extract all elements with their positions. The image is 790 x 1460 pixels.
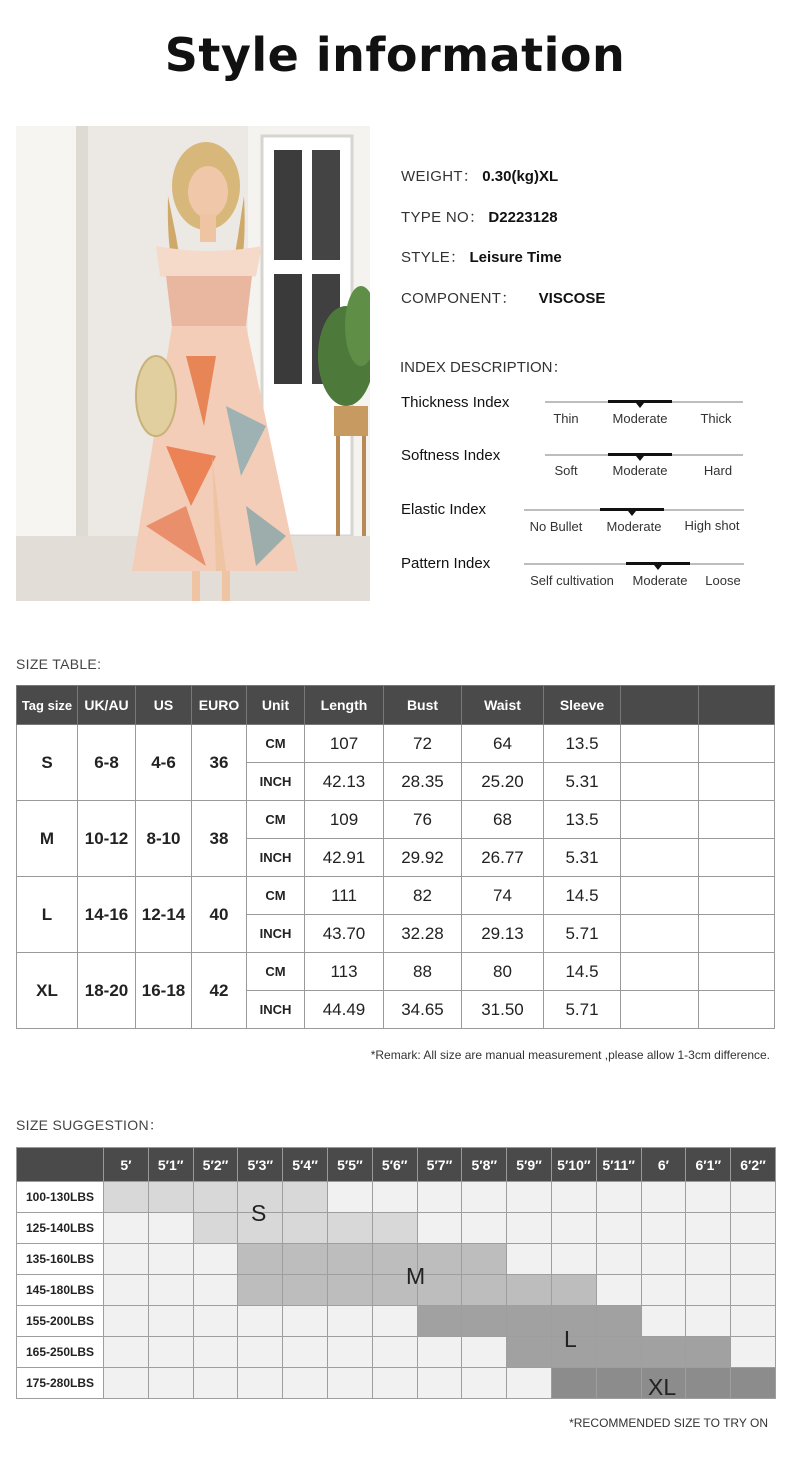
suggestion-cell <box>193 1368 238 1399</box>
suggestion-cell <box>283 1182 328 1213</box>
pattern-option: Self cultivation <box>530 573 614 588</box>
elastic-option: Moderate <box>606 519 662 534</box>
spec-style <box>401 246 562 267</box>
suggestion-cell <box>686 1337 731 1368</box>
suggestion-cell <box>686 1306 731 1337</box>
suggestion-cell <box>551 1244 596 1275</box>
suggestion-cell <box>283 1368 328 1399</box>
empty-cell <box>699 763 775 801</box>
suggestion-cell <box>193 1213 238 1244</box>
us-cell: 4-6 <box>136 725 192 801</box>
empty-cell <box>621 991 699 1029</box>
suggestion-cell <box>686 1244 731 1275</box>
header-us: US <box>136 686 192 725</box>
suggestion-cell <box>462 1275 507 1306</box>
tag-size-cell: M <box>17 801 78 877</box>
suggestion-cell <box>596 1306 641 1337</box>
zone-label-m: M <box>406 1263 426 1289</box>
waist-cell: 64 <box>462 725 544 763</box>
suggestion-cell <box>148 1306 193 1337</box>
bust-cell: 76 <box>384 801 462 839</box>
header-uk-au: UK/AU <box>78 686 136 725</box>
softness-option: Soft <box>554 463 578 478</box>
tag-size-cell: S <box>17 725 78 801</box>
suggestion-cell <box>104 1275 149 1306</box>
suggestion-cell <box>148 1244 193 1275</box>
softness-index-title: Softness Index <box>401 447 501 464</box>
size-table-header <box>17 686 775 725</box>
suggestion-cell <box>462 1213 507 1244</box>
waist-cell: 25.20 <box>462 763 544 801</box>
height-header: 5′4″ <box>283 1148 328 1182</box>
spec-type-no <box>401 206 558 227</box>
height-header: 5′10″ <box>551 1148 596 1182</box>
suggestion-cell <box>417 1182 462 1213</box>
unit-cell: INCH <box>247 839 305 877</box>
bust-cell: 88 <box>384 953 462 991</box>
spec-value: 0.30(kg)XL <box>482 168 559 185</box>
suggestion-cell <box>507 1213 552 1244</box>
suggestion-cell <box>596 1244 641 1275</box>
elastic-pointer-icon <box>628 511 636 516</box>
bust-cell: 72 <box>384 725 462 763</box>
recommended-size-footnote: *RECOMMENDED SIZE TO TRY ON <box>569 1416 768 1430</box>
unit-cell: INCH <box>247 915 305 953</box>
index-description-heading: INDEX DESCRIPTION： <box>400 359 568 376</box>
empty-cell <box>621 953 699 991</box>
sleeve-cell: 5.31 <box>544 839 621 877</box>
corner-cell <box>17 1148 104 1182</box>
suggestion-cell <box>731 1368 776 1399</box>
measurement-remark: *Remark: All size are manual measurement ,please allow 1-3cm difference. <box>370 1048 770 1062</box>
suggestion-cell <box>148 1368 193 1399</box>
height-header: 5′7″ <box>417 1148 462 1182</box>
length-cell: 107 <box>305 725 384 763</box>
unit-cell: CM <box>247 953 305 991</box>
height-header: 6′ <box>641 1148 686 1182</box>
suggestion-cell <box>193 1337 238 1368</box>
elastic-option: No Bullet <box>529 519 583 534</box>
suggestion-cell <box>104 1244 149 1275</box>
pattern-option: Moderate <box>632 573 688 588</box>
empty-cell <box>621 877 699 915</box>
table-row <box>17 953 775 991</box>
softness-option: Hard <box>703 463 733 478</box>
uk-au-cell: 6-8 <box>78 725 136 801</box>
suggestion-cell <box>731 1337 776 1368</box>
unit-cell: INCH <box>247 991 305 1029</box>
suggestion-cell <box>283 1244 328 1275</box>
suggestion-cell <box>507 1182 552 1213</box>
spec-component <box>401 287 605 308</box>
empty-cell <box>621 763 699 801</box>
suggestion-cell <box>148 1182 193 1213</box>
suggestion-cell <box>551 1182 596 1213</box>
zone-label-xl: XL <box>648 1374 677 1400</box>
suggestion-cell <box>507 1306 552 1337</box>
pattern-option: Loose <box>705 573 741 588</box>
suggestion-cell <box>104 1213 149 1244</box>
empty-cell <box>699 839 775 877</box>
suggestion-cell <box>238 1368 283 1399</box>
waist-cell: 68 <box>462 801 544 839</box>
header-waist: Waist <box>462 686 544 725</box>
header-length: Length <box>305 686 384 725</box>
height-header: 6′1″ <box>686 1148 731 1182</box>
bust-cell: 32.28 <box>384 915 462 953</box>
bust-cell: 29.92 <box>384 839 462 877</box>
empty-cell <box>699 725 775 763</box>
suggestion-cell <box>193 1306 238 1337</box>
table-row <box>17 725 775 763</box>
height-header: 5′8″ <box>462 1148 507 1182</box>
unit-cell: CM <box>247 877 305 915</box>
height-header: 5′11″ <box>596 1148 641 1182</box>
suggestion-cell <box>731 1213 776 1244</box>
suggestion-cell <box>327 1244 372 1275</box>
thickness-index-title: Thickness Index <box>401 394 510 411</box>
table-row <box>17 801 775 839</box>
zone-label-s: S <box>251 1200 267 1226</box>
waist-cell: 31.50 <box>462 991 544 1029</box>
euro-cell: 42 <box>192 953 247 1029</box>
height-header: 5′9″ <box>507 1148 552 1182</box>
suggestion-cell <box>731 1244 776 1275</box>
weight-label: 125-140LBS <box>17 1213 104 1244</box>
suggestion-cell <box>641 1275 686 1306</box>
suggestion-cell <box>731 1182 776 1213</box>
suggestion-cell <box>327 1182 372 1213</box>
suggestion-cell <box>148 1213 193 1244</box>
height-header-row <box>17 1148 776 1182</box>
weight-row <box>17 1182 776 1213</box>
length-cell: 113 <box>305 953 384 991</box>
weight-row <box>17 1306 776 1337</box>
suggestion-cell <box>417 1337 462 1368</box>
suggestion-cell <box>462 1337 507 1368</box>
suggestion-cell <box>238 1275 283 1306</box>
height-header: 5′2″ <box>193 1148 238 1182</box>
sleeve-cell: 13.5 <box>544 801 621 839</box>
thickness-option: Moderate <box>612 411 668 426</box>
suggestion-cell <box>596 1368 641 1399</box>
suggestion-cell <box>641 1244 686 1275</box>
suggestion-cell <box>462 1368 507 1399</box>
tag-size-cell: L <box>17 877 78 953</box>
length-cell: 42.13 <box>305 763 384 801</box>
suggestion-cell <box>104 1368 149 1399</box>
spec-label: WEIGHT： <box>401 168 479 185</box>
empty-cell <box>699 915 775 953</box>
suggestion-cell <box>283 1275 328 1306</box>
sleeve-cell: 13.5 <box>544 725 621 763</box>
elastic-index-title: Elastic Index <box>401 501 487 518</box>
length-cell: 109 <box>305 801 384 839</box>
thickness-pointer-icon <box>636 403 644 408</box>
weight-row <box>17 1275 776 1306</box>
empty-cell <box>699 953 775 991</box>
us-cell: 8-10 <box>136 801 192 877</box>
suggestion-cell <box>641 1213 686 1244</box>
table-row <box>17 877 775 915</box>
sleeve-cell: 5.71 <box>544 991 621 1029</box>
suggestion-cell <box>148 1275 193 1306</box>
suggestion-cell <box>686 1368 731 1399</box>
suggestion-cell <box>641 1337 686 1368</box>
height-header: 5′ <box>104 1148 149 1182</box>
suggestion-cell <box>507 1275 552 1306</box>
empty-cell <box>621 801 699 839</box>
spec-label: TYPE NO： <box>401 209 485 226</box>
empty-cell <box>621 839 699 877</box>
sleeve-cell: 5.31 <box>544 763 621 801</box>
weight-label: 145-180LBS <box>17 1275 104 1306</box>
suggestion-cell <box>193 1182 238 1213</box>
suggestion-cell <box>596 1182 641 1213</box>
suggestion-cell <box>372 1182 417 1213</box>
header-empty <box>621 686 699 725</box>
suggestion-cell <box>372 1368 417 1399</box>
unit-cell: INCH <box>247 763 305 801</box>
suggestion-cell <box>283 1306 328 1337</box>
suggestion-cell <box>417 1368 462 1399</box>
suggestion-cell <box>731 1306 776 1337</box>
empty-cell <box>699 877 775 915</box>
suggestion-cell <box>238 1306 283 1337</box>
suggestion-cell <box>596 1337 641 1368</box>
unit-cell: CM <box>247 725 305 763</box>
suggestion-cell <box>686 1275 731 1306</box>
suggestion-cell <box>686 1213 731 1244</box>
unit-cell: CM <box>247 801 305 839</box>
size-suggestion-table <box>16 1147 776 1399</box>
waist-cell: 29.13 <box>462 915 544 953</box>
suggestion-cell <box>372 1337 417 1368</box>
suggestion-cell <box>551 1275 596 1306</box>
sleeve-cell: 14.5 <box>544 877 621 915</box>
weight-row <box>17 1213 776 1244</box>
header-bust: Bust <box>384 686 462 725</box>
length-cell: 43.70 <box>305 915 384 953</box>
spec-weight <box>401 165 558 186</box>
suggestion-cell <box>327 1306 372 1337</box>
euro-cell: 36 <box>192 725 247 801</box>
pattern-index-title: Pattern Index <box>401 555 491 572</box>
spec-label: COMPONENT： <box>401 290 517 307</box>
header-euro: EURO <box>192 686 247 725</box>
suggestion-cell <box>238 1337 283 1368</box>
weight-label: 135-160LBS <box>17 1244 104 1275</box>
sleeve-cell: 5.71 <box>544 915 621 953</box>
suggestion-cell <box>596 1275 641 1306</box>
suggestion-cell <box>193 1244 238 1275</box>
length-cell: 42.91 <box>305 839 384 877</box>
suggestion-cell <box>462 1244 507 1275</box>
suggestion-cell <box>372 1213 417 1244</box>
spec-value: D2223128 <box>488 209 558 226</box>
suggestion-cell <box>507 1368 552 1399</box>
product-photo <box>16 126 370 601</box>
header-unit: Unit <box>247 686 305 725</box>
spec-value: Leisure Time <box>469 249 562 266</box>
pattern-pointer-icon <box>654 565 662 570</box>
suggestion-cell <box>148 1337 193 1368</box>
empty-cell <box>699 991 775 1029</box>
header-tag-size: Tag size <box>17 686 78 725</box>
euro-cell: 40 <box>192 877 247 953</box>
suggestion-cell <box>283 1213 328 1244</box>
spec-value: VISCOSE <box>538 290 606 307</box>
waist-cell: 26.77 <box>462 839 544 877</box>
header-sleeve: Sleeve <box>544 686 621 725</box>
empty-cell <box>699 801 775 839</box>
suggestion-cell <box>507 1337 552 1368</box>
suggestion-cell <box>327 1337 372 1368</box>
weight-label: 165-250LBS <box>17 1337 104 1368</box>
suggestion-cell <box>686 1182 731 1213</box>
size-table <box>16 685 775 1029</box>
suggestion-cell <box>641 1182 686 1213</box>
thickness-option: Thin <box>553 411 579 426</box>
sleeve-cell: 14.5 <box>544 953 621 991</box>
us-cell: 16-18 <box>136 953 192 1029</box>
suggestion-cell <box>327 1213 372 1244</box>
softness-option: Moderate <box>612 463 668 478</box>
suggestion-cell <box>596 1213 641 1244</box>
length-cell: 111 <box>305 877 384 915</box>
suggestion-cell <box>507 1244 552 1275</box>
height-header: 5′6″ <box>372 1148 417 1182</box>
uk-au-cell: 18-20 <box>78 953 136 1029</box>
weight-row <box>17 1244 776 1275</box>
euro-cell: 38 <box>192 801 247 877</box>
page-title: Style information <box>164 28 626 82</box>
height-header: 5′1″ <box>148 1148 193 1182</box>
header-empty <box>699 686 775 725</box>
us-cell: 12-14 <box>136 877 192 953</box>
suggestion-cell <box>283 1337 328 1368</box>
height-header: 6′2″ <box>731 1148 776 1182</box>
suggestion-cell <box>327 1275 372 1306</box>
suggestion-cell <box>238 1244 283 1275</box>
suggestion-cell <box>462 1182 507 1213</box>
suggestion-cell <box>417 1213 462 1244</box>
bust-cell: 28.35 <box>384 763 462 801</box>
height-header: 5′5″ <box>327 1148 372 1182</box>
suggestion-cell <box>462 1306 507 1337</box>
suggestion-cell <box>104 1337 149 1368</box>
spec-label: STYLE： <box>401 249 466 266</box>
weight-label: 155-200LBS <box>17 1306 104 1337</box>
size-suggestion-label: SIZE SUGGESTION： <box>16 1117 164 1133</box>
suggestion-cell <box>372 1306 417 1337</box>
waist-cell: 74 <box>462 877 544 915</box>
suggestion-cell <box>731 1275 776 1306</box>
uk-au-cell: 10-12 <box>78 801 136 877</box>
bust-cell: 34.65 <box>384 991 462 1029</box>
suggestion-cell <box>327 1368 372 1399</box>
zone-label-l: L <box>564 1326 577 1352</box>
suggestion-cell <box>104 1306 149 1337</box>
size-table-label: SIZE TABLE: <box>16 656 102 672</box>
suggestion-cell <box>551 1213 596 1244</box>
waist-cell: 80 <box>462 953 544 991</box>
weight-row <box>17 1337 776 1368</box>
uk-au-cell: 14-16 <box>78 877 136 953</box>
thickness-option: Thick <box>700 411 732 426</box>
length-cell: 44.49 <box>305 991 384 1029</box>
suggestion-cell <box>104 1182 149 1213</box>
suggestion-cell <box>641 1306 686 1337</box>
bust-cell: 82 <box>384 877 462 915</box>
weight-label: 175-280LBS <box>17 1368 104 1399</box>
elastic-option: High shot <box>684 518 740 533</box>
suggestion-cell <box>551 1368 596 1399</box>
empty-cell <box>621 725 699 763</box>
suggestion-cell <box>417 1306 462 1337</box>
height-header: 5′3″ <box>238 1148 283 1182</box>
empty-cell <box>621 915 699 953</box>
weight-label: 100-130LBS <box>17 1182 104 1213</box>
tag-size-cell: XL <box>17 953 78 1029</box>
suggestion-cell <box>193 1275 238 1306</box>
softness-pointer-icon <box>636 456 644 461</box>
